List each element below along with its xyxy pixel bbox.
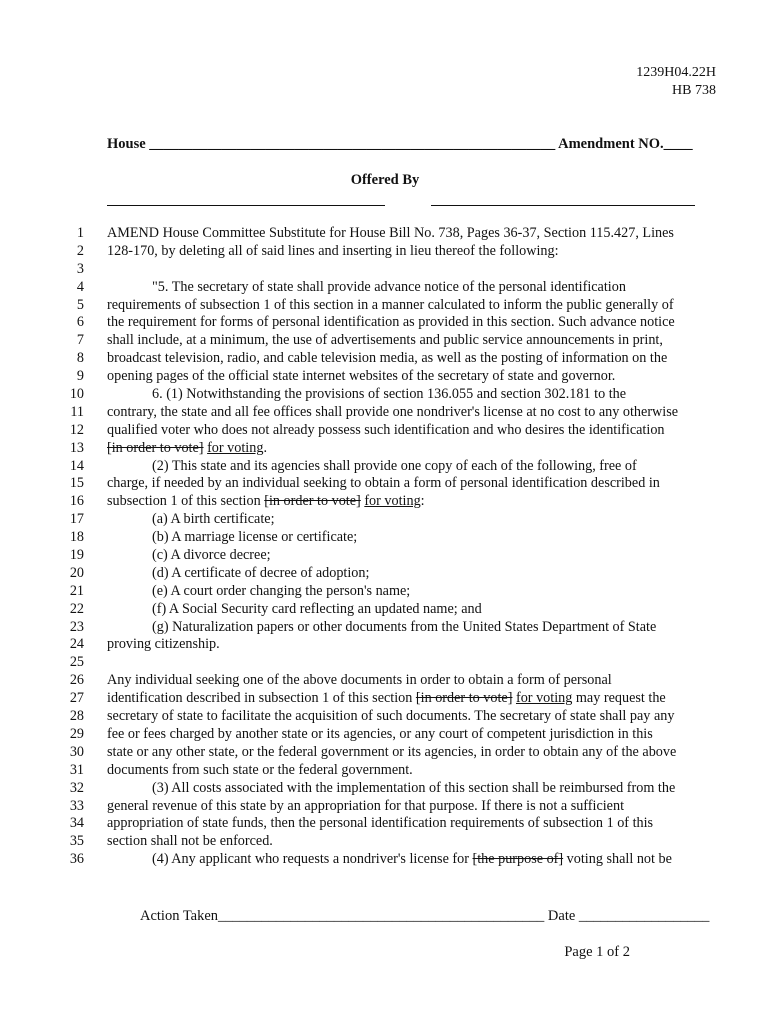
body-line	[0, 511, 770, 529]
line-number: 3	[76, 260, 84, 277]
inserted-text: for voting	[515, 690, 573, 707]
action-taken-row	[140, 908, 709, 925]
line-text: documents from such state or the federal government.	[107, 761, 413, 778]
body-line	[0, 422, 770, 440]
line-text-segment: :	[420, 493, 425, 510]
line-number: 13	[69, 439, 84, 456]
line-number: 16	[69, 493, 84, 510]
line-number: 23	[69, 618, 84, 635]
date-label: Date	[547, 908, 576, 924]
line-text: appropriation of state funds, then the personal identification requirements of subsection 1 of this	[107, 815, 654, 832]
bill-number: HB 738	[672, 83, 716, 98]
body-line	[0, 780, 770, 798]
body-line	[0, 297, 770, 315]
line-text: (b) A marriage license or certificate;	[152, 529, 358, 546]
body-line	[0, 243, 770, 261]
date-blank: __________________	[578, 908, 710, 924]
line-text: opening pages of the official state internet websites of the secretary of state and governor.	[107, 368, 616, 385]
line-text: fee or fees charged by another state or its agencies, or any court of competent jurisdiction in this	[107, 725, 653, 742]
line-text: broadcast television, radio, and cable television media, as well as the posting of information on the	[107, 350, 668, 367]
line-text: (a) A birth certificate;	[152, 511, 275, 528]
body-line	[0, 350, 770, 368]
document-id-block	[636, 64, 716, 100]
line-text: proving citizenship.	[107, 636, 220, 653]
body-line	[0, 636, 770, 654]
line-text: 6. (1) Notwithstanding the provisions of section 136.055 and section 302.181 to the	[152, 386, 627, 403]
line-number: 11	[70, 403, 84, 420]
body-line	[0, 815, 770, 833]
body-line	[0, 386, 770, 404]
body-line	[0, 279, 770, 297]
line-number: 15	[69, 475, 84, 492]
body-line	[0, 225, 770, 243]
line-number: 5	[76, 296, 84, 313]
offered-by-heading: Offered By	[350, 172, 420, 188]
line-number: 8	[76, 350, 84, 367]
line-text: general revenue of this state by an appropriation for that purpose. If there is not a sufficient	[107, 797, 625, 814]
deleted-text: [in order to vote]	[264, 493, 361, 510]
deleted-text: [the purpose of]	[472, 851, 564, 868]
house-amendment-row	[107, 136, 716, 153]
line-number: 33	[69, 797, 84, 814]
action-taken-label: Action Taken	[140, 908, 219, 924]
line-text-segment: (4) Any applicant who requests a nondriver's license for	[152, 851, 473, 868]
line-text: Any individual seeking one of the above documents in order to obtain a form of personal	[107, 672, 612, 689]
line-number: 22	[69, 600, 84, 617]
line-text: (d) A certificate of decree of adoption;	[152, 564, 370, 581]
line-text: charge, if needed by an individual seeking to obtain a form of personal identification described in	[107, 475, 660, 492]
line-text: (c) A divorce decree;	[152, 547, 271, 564]
line-number: 28	[69, 708, 84, 725]
body-line	[0, 368, 770, 386]
inserted-text: for voting	[364, 493, 421, 510]
line-number: 24	[69, 636, 84, 653]
body-line	[0, 529, 770, 547]
line-number: 7	[76, 332, 84, 349]
line-text: state or any other state, or the federal government or its agencies, in order to obtain any of the above	[107, 743, 677, 760]
body-line	[0, 672, 770, 690]
line-text: contrary, the state and all fee offices shall provide one nondriver's license at no cost to any otherwise	[107, 403, 679, 420]
body-line	[0, 458, 770, 476]
line-text-segment: identification described in subsection 1 of this section	[107, 690, 416, 707]
line-text-segment: subsection 1 of this section	[107, 493, 265, 510]
body-line	[0, 261, 770, 279]
body-line	[0, 690, 770, 708]
body-line	[0, 475, 770, 493]
line-number: 18	[69, 529, 84, 546]
line-text: (2) This state and its agencies shall provide one copy of each of the following, free of	[152, 457, 637, 474]
line-number: 6	[76, 314, 84, 331]
line-number: 26	[69, 672, 84, 689]
line-number: 29	[69, 725, 84, 742]
page-number: Page 1 of 2	[564, 944, 630, 960]
amendment-text	[0, 225, 770, 869]
line-text: (f) A Social Security card reflecting an updated name; and	[152, 600, 482, 617]
body-line	[0, 708, 770, 726]
line-text-segment: may request the	[572, 690, 666, 707]
body-line	[0, 314, 770, 332]
line-text: shall include, at a minimum, the use of advertisements and public service announcements in print,	[107, 332, 663, 349]
line-number: 19	[69, 547, 84, 564]
body-line	[0, 798, 770, 816]
line-text: section shall not be enforced.	[107, 833, 273, 850]
amendment-number-blank: ____	[663, 136, 693, 152]
line-text-segment: .	[263, 439, 267, 456]
body-line	[0, 565, 770, 583]
line-text: requirements of subsection 1 of this section in a manner calculated to inform the public generally of	[107, 296, 674, 313]
line-number: 4	[76, 278, 84, 295]
line-text: (3) All costs associated with the implementation of this section shall be reimbursed from the	[152, 779, 676, 796]
body-line	[0, 601, 770, 619]
line-text-segment: voting shall not be	[563, 851, 672, 868]
body-line	[0, 654, 770, 672]
line-text	[107, 440, 267, 458]
line-number: 20	[69, 564, 84, 581]
line-text: qualified voter who does not already possess such identification and who desires the identification	[107, 421, 665, 438]
body-line	[0, 332, 770, 350]
body-line	[0, 833, 770, 851]
line-text	[107, 690, 666, 708]
house-blank: ________________________________________________________	[149, 136, 556, 152]
deleted-text: [in order to vote]	[415, 690, 513, 707]
line-text	[152, 851, 672, 869]
line-number: 2	[76, 242, 84, 259]
amendment-label: Amendment NO.	[558, 136, 664, 152]
line-number: 35	[69, 833, 84, 850]
line-number: 27	[69, 690, 84, 707]
deleted-text: [in order to vote]	[107, 439, 204, 456]
line-number: 36	[69, 851, 84, 868]
body-line	[0, 762, 770, 780]
line-number: 17	[69, 511, 84, 528]
line-text: (e) A court order changing the person's name;	[152, 582, 411, 599]
line-number: 34	[69, 815, 84, 832]
line-number: 14	[69, 457, 84, 474]
house-label: House	[107, 136, 146, 152]
line-text: the requirement for forms of personal identification as provided in this section. Such advance notice	[107, 314, 675, 331]
line-text: 128-170, by deleting all of said lines and inserting in lieu thereof the following:	[107, 242, 559, 259]
line-number: 31	[69, 761, 84, 778]
body-line	[0, 404, 770, 422]
body-line	[0, 547, 770, 565]
line-number: 12	[69, 421, 84, 438]
body-line	[0, 583, 770, 601]
line-number: 9	[76, 368, 84, 385]
line-text: (g) Naturalization papers or other documents from the United States Department of State	[152, 618, 657, 635]
line-number: 25	[69, 654, 84, 671]
body-line	[0, 440, 770, 458]
line-text: AMEND House Committee Substitute for House Bill No. 738, Pages 36-37, Section 115.427, Lines	[107, 225, 674, 241]
line-number: 32	[69, 779, 84, 796]
body-line	[0, 619, 770, 637]
inserted-text: for voting	[207, 439, 264, 456]
line-text: "5. The secretary of state shall provide advance notice of the personal identification	[152, 278, 626, 295]
body-line	[0, 851, 770, 869]
line-text: secretary of state to facilitate the acquisition of such documents. The secretary of state shall pay any	[107, 708, 675, 725]
line-number: 30	[69, 743, 84, 760]
line-number: 21	[69, 582, 84, 599]
sponsor-signature-line-left	[107, 205, 385, 206]
sponsor-signature-line-right	[431, 205, 695, 206]
body-line	[0, 726, 770, 744]
body-line	[0, 493, 770, 511]
line-number: 1	[76, 225, 84, 241]
action-taken-blank: _____________________________________________	[218, 908, 545, 924]
line-text	[107, 493, 425, 511]
document-id: 1239H04.22H	[636, 65, 716, 80]
line-number: 10	[69, 386, 84, 403]
body-line	[0, 744, 770, 762]
